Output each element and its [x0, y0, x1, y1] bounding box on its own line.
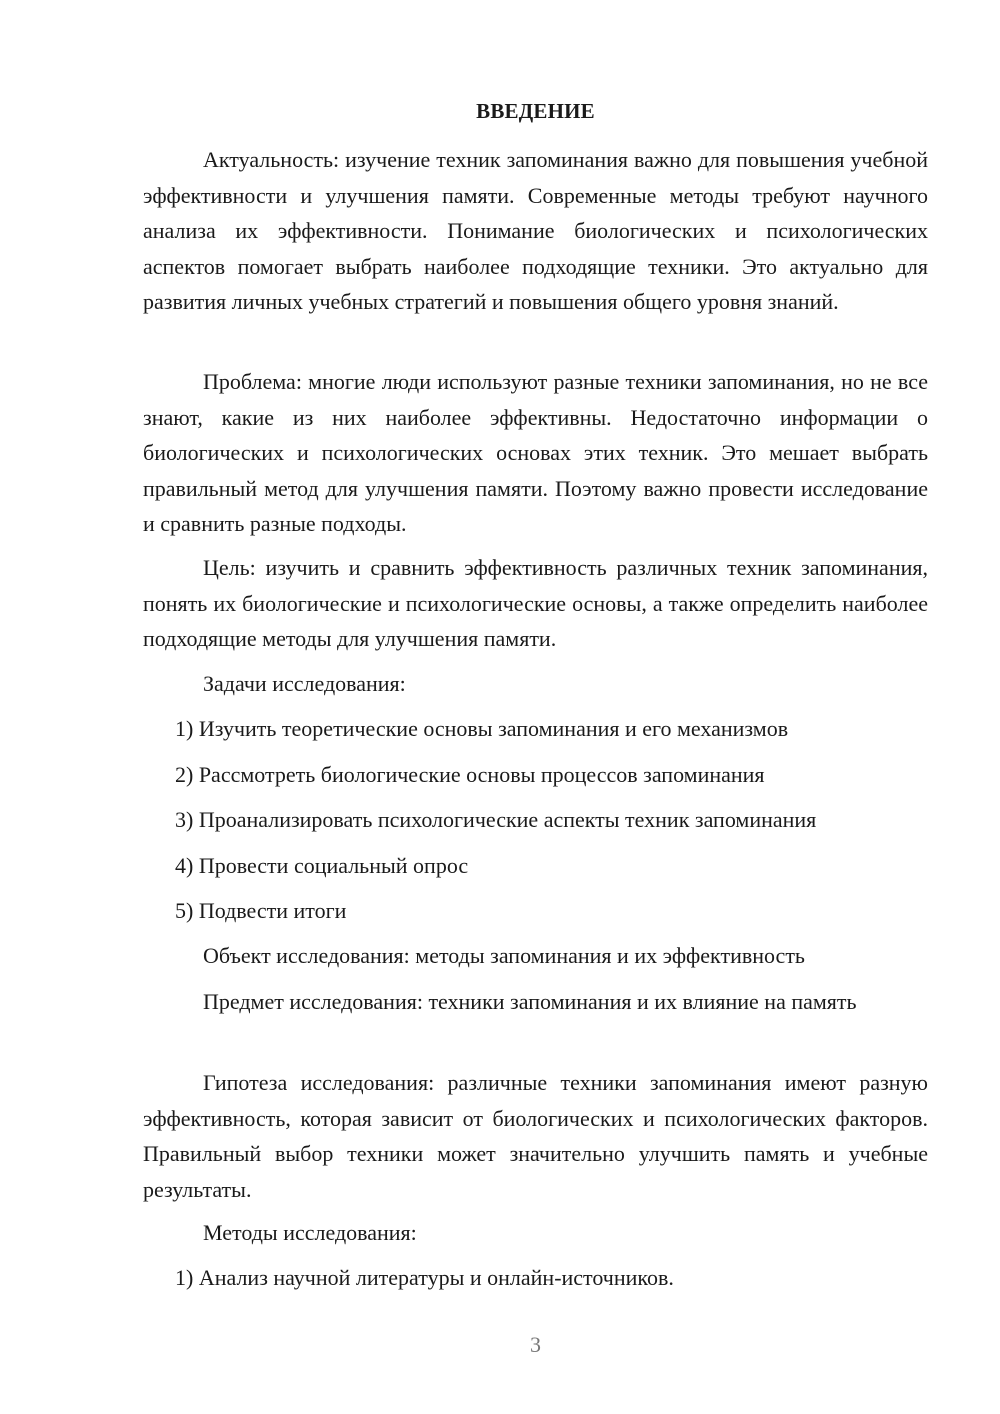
task-item: 4) Провести социальный опрос [175, 853, 469, 878]
page-title: ВВЕДЕНИЕ [476, 99, 595, 123]
object-line: Объект исследования: методы запоминания и их эффективность [203, 943, 805, 968]
goal-paragraph: Цель: изучить и сравнить эффективность различных техник запоминания, понять их биологические и психологические основы, а также определить наиболее подходящие методы для улучшения памяти. [143, 555, 928, 651]
task-item: 2) Рассмотреть биологические основы процессов запоминания [175, 762, 765, 787]
tasks-heading: Задачи исследования: [203, 671, 406, 696]
task-item: 1) Изучить теоретические основы запоминания и его механизмов [175, 716, 789, 741]
document-page [143, 0, 928, 1414]
relevance-paragraph: Актуальность: изучение техник запоминания важно для повышения учебной эффективности и улучшения памяти. Современные методы требуют научного анализа их эффективности. Понимание биологических и психологических аспектов помогает выбрать наиболее подходящие техники. Это актуально для развития личных учебных стратегий и повышения общего уровня знаний. [143, 147, 928, 314]
page-number: 3 [530, 1332, 541, 1357]
hypothesis-paragraph: Гипотеза исследования: различные техники запоминания имеют разную эффективность, которая зависит от биологических и психологических факторов. Правильный выбор техники может значительно улучшить память и учебные результаты. [143, 1070, 928, 1202]
problem-paragraph: Проблема: многие люди используют разные техники запоминания, но не все знают, какие из них наиболее эффективны. Недостаточно информации о биологических и психологических основах этих техник. Это мешает выбрать правильный метод для улучшения памяти. Поэтому важно провести исследование и сравнить разные подходы. [143, 369, 928, 536]
task-item: 3) Проанализировать психологические аспекты техник запоминания [175, 807, 817, 832]
subject-paragraph: Предмет исследования: техники запоминания и их влияние на память [203, 989, 857, 1014]
task-item: 5) Подвести итоги [175, 898, 347, 923]
methods-heading: Методы исследования: [203, 1220, 417, 1245]
method-item: 1) Анализ научной литературы и онлайн-источников. [175, 1265, 674, 1290]
